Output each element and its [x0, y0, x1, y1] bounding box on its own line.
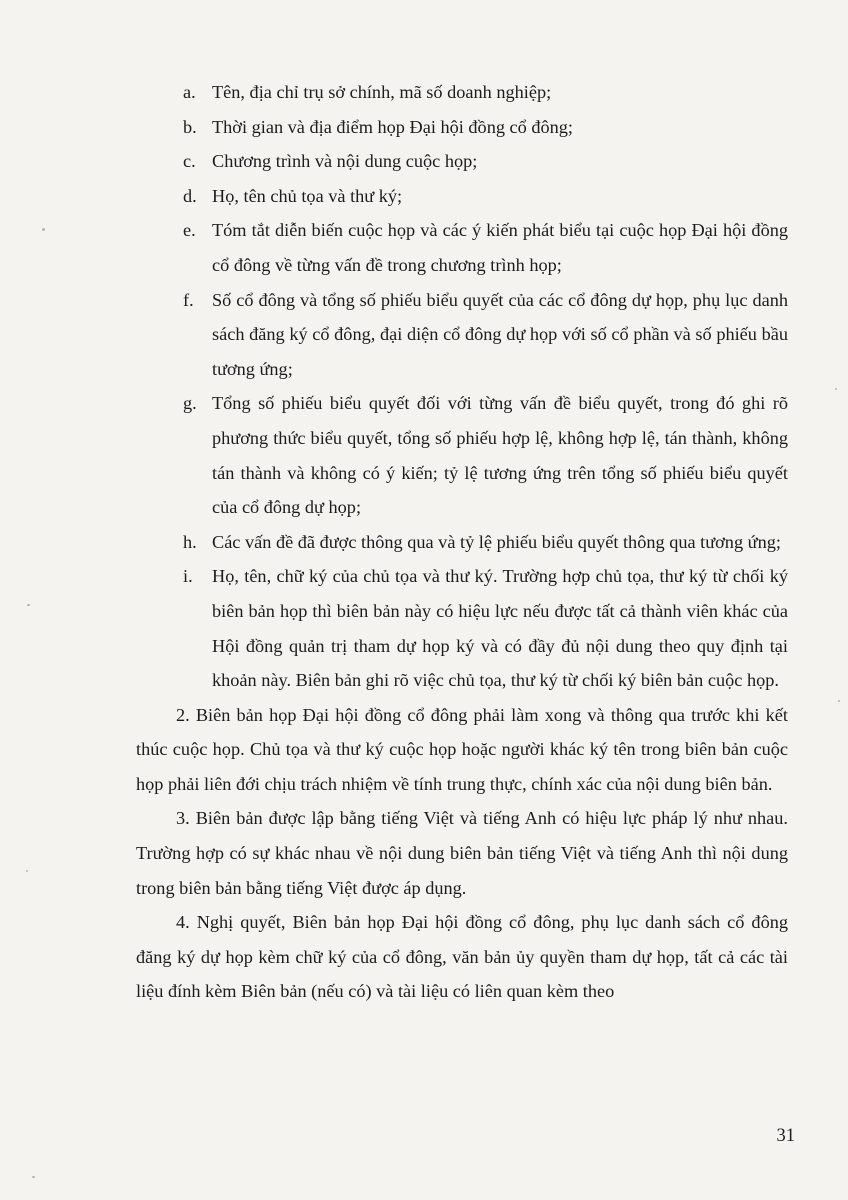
- list-item-letter: c.: [183, 151, 196, 172]
- scan-speck: [838, 700, 840, 702]
- list-item-letter: f.: [183, 289, 194, 310]
- list-item-text: Tổng số phiếu biểu quyết đối với từng vấn đề biểu quyết, trong đó ghi rõ phương thức biểu quyết, tổng số phiếu hợp lệ, không hợp lệ, tán thành, không tán thành và không có ý kiến; tỷ lệ tương ứng trên tổng số phiếu biểu quyết của cổ đông dự họp;: [212, 393, 788, 518]
- list-item-letter: b.: [183, 116, 197, 137]
- paragraph-3: 3. Biên bản được lập bằng tiếng Việt và tiếng Anh có hiệu lực pháp lý như nhau. Trường hợp có sự khác nhau về nội dung biên bản tiếng Việt và tiếng Anh thì nội dung trong biên bản bằng tiếng Việt được áp dụng.: [136, 808, 788, 898]
- list-item-text: Thời gian và địa điểm họp Đại hội đồng cổ đông;: [212, 116, 574, 137]
- scan-speck: [27, 604, 30, 606]
- list-item: [136, 559, 788, 697]
- scan-speck: [26, 870, 28, 872]
- paragraph-2: 2. Biên bản họp Đại hội đồng cổ đông phải làm xong và thông qua trước khi kết thúc cuộc họp. Chủ tọa và thư ký cuộc họp hoặc người khác ký tên trong biên bản cuộc họp phải liên đới chịu trách nhiệm về tính trung thực, chính xác của nội dung biên bản.: [136, 704, 788, 794]
- scan-speck: [32, 1176, 35, 1178]
- list-item-text: Họ, tên chủ tọa và thư ký;: [212, 185, 403, 206]
- list-item-text: Chương trình và nội dung cuộc họp;: [212, 151, 478, 172]
- list-item: [136, 283, 788, 387]
- list-item-letter: i.: [183, 566, 193, 587]
- list-item-text: Tóm tắt diễn biến cuộc họp và các ý kiến phát biểu tại cuộc họp Đại hội đồng cổ đông về từng vấn đề trong chương trình họp;: [212, 220, 788, 275]
- list-item-letter: g.: [183, 393, 197, 414]
- list-item: [136, 525, 788, 560]
- list-item-text: Các vấn đề đã được thông qua và tỷ lệ phiếu biểu quyết thông qua tương ứng;: [212, 531, 781, 552]
- paragraph-4: 4. Nghị quyết, Biên bản họp Đại hội đồng cổ đông, phụ lục danh sách cổ đông đăng ký dự họp kèm chữ ký của cổ đông, văn bản ủy quyền tham dự họp, tất cả các tài liệu đính kèm Biên bản (nếu có) và tài liệu có liên quan kèm theo: [136, 912, 788, 1002]
- list-item-text: Số cổ đông và tổng số phiếu biểu quyết của các cổ đông dự họp, phụ lục danh sách đăng ký cổ đông, đại diện cổ đông dự họp với số cổ phần và số phiếu bầu tương ứng;: [212, 289, 788, 379]
- list-item: [136, 144, 788, 179]
- list-item-text: Họ, tên, chữ ký của chủ tọa và thư ký. Trường hợp chủ tọa, thư ký từ chối ký biên bản họp thì biên bản này có hiệu lực nếu được tất cả thành viên khác của Hội đồng quản trị tham dự họp ký và có đầy đủ nội dung theo quy định tại khoản này. Biên bản ghi rõ việc chủ tọa, thư ký từ chối ký biên bản cuộc họp.: [212, 566, 788, 691]
- list-item: [136, 110, 788, 145]
- list-item-letter: h.: [183, 531, 197, 552]
- list-item: [136, 213, 788, 282]
- list-item-text: Tên, địa chỉ trụ sở chính, mã số doanh nghiệp;: [212, 82, 552, 102]
- scan-speck: [42, 228, 45, 231]
- list-item-letter: e.: [183, 220, 196, 241]
- page-number: 31: [776, 1126, 795, 1146]
- document-body: [136, 75, 788, 1009]
- list-item: [136, 179, 788, 214]
- list-item: [136, 75, 788, 110]
- list-item-letter: d.: [183, 185, 197, 206]
- scan-speck: [835, 388, 837, 390]
- list-item-letter: a.: [183, 82, 196, 102]
- list-item: [136, 386, 788, 524]
